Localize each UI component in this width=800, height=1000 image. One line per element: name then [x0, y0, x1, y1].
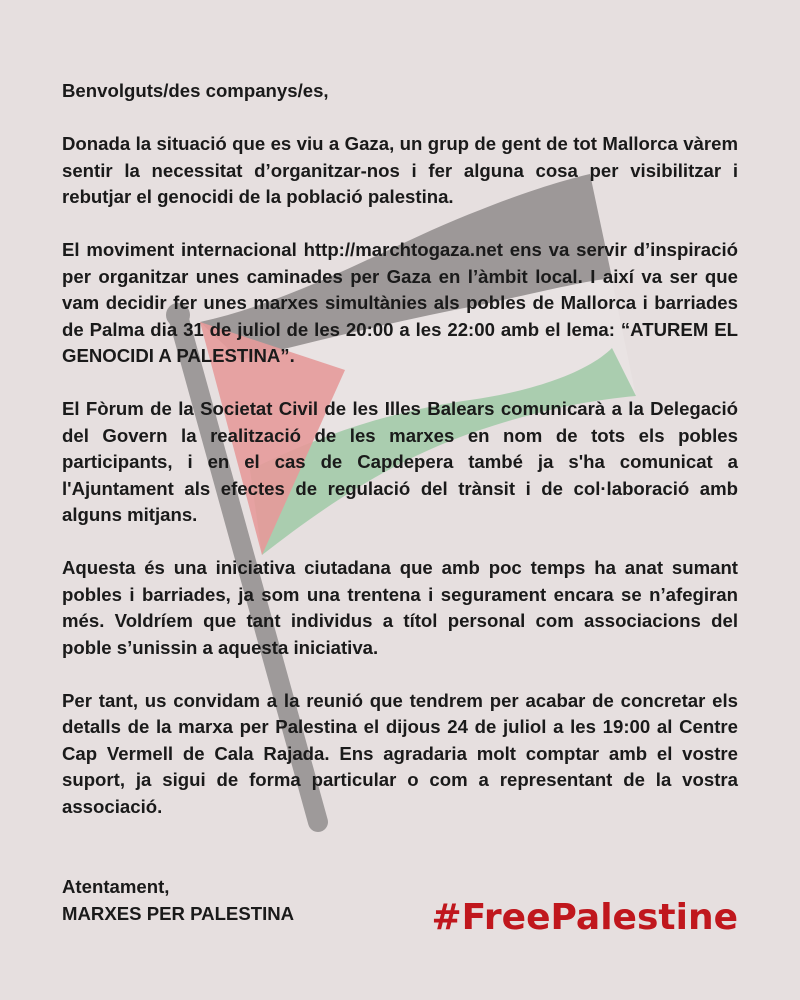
paragraph-intro: Donada la situació que es viu a Gaza, un grup de gent de tot Mallorca vàrem sentir la necessitat d’organitzar-nos i fer alguna cosa per visibilitzar i rebutjar el genocidi de la població palestina.	[62, 133, 738, 207]
paragraph-movement: El moviment internacional http://marchtogaza.net ens va servir d’inspiració per organitzar unes caminades per Gaza en l’àmbit local. I així va ser que vam decidir fer unes marxes simultànies als pobles de Mallorca i barriades de Palma dia 31 de juliol de les 20:00 a les 22:00 amb el lema: “ATUREM EL GENOCIDI A PALESTINA”.	[62, 239, 738, 366]
signoff	[62, 874, 294, 927]
greeting: Benvolguts/des companys/es,	[62, 80, 329, 101]
signature: MARXES PER PALESTINA	[62, 902, 295, 924]
paragraph-forum: El Fòrum de la Societat Civil de les Illes Balears comunicarà a la Delegació del Govern la realització de les marxes en nom de tots els pobles participants, i en el cas de Capdepera també ja s'ha comunicat a l'Ajuntament als efectes de regulació del trànsit i de col·laboració amb alguns mitjans.	[62, 398, 738, 525]
hashtag: #FreePalestine	[431, 897, 738, 938]
letter-body	[62, 78, 738, 847]
paragraph-invitation: Per tant, us convidam a la reunió que tendrem per acabar de concretar els detalls de la marxa per Palestina el dijous 24 de juliol a les 19:00 al Centre Cap Vermell de Cala Rajada. Ens agradaria molt comptar amb el vostre suport, ja sigui de forma particular o com a representant de la vostra associació.	[62, 689, 738, 817]
closing: Atentament,	[62, 876, 170, 897]
paragraph-initiative: Aquesta és una iniciativa ciutadana que amb poc temps ha anat sumant pobles i barriades, ja som una trentena i segurament encara se n’afegiran més. Voldríem que tant individus a títol personal com associacions del poble s’unissin a aquesta iniciativa.	[62, 557, 738, 658]
